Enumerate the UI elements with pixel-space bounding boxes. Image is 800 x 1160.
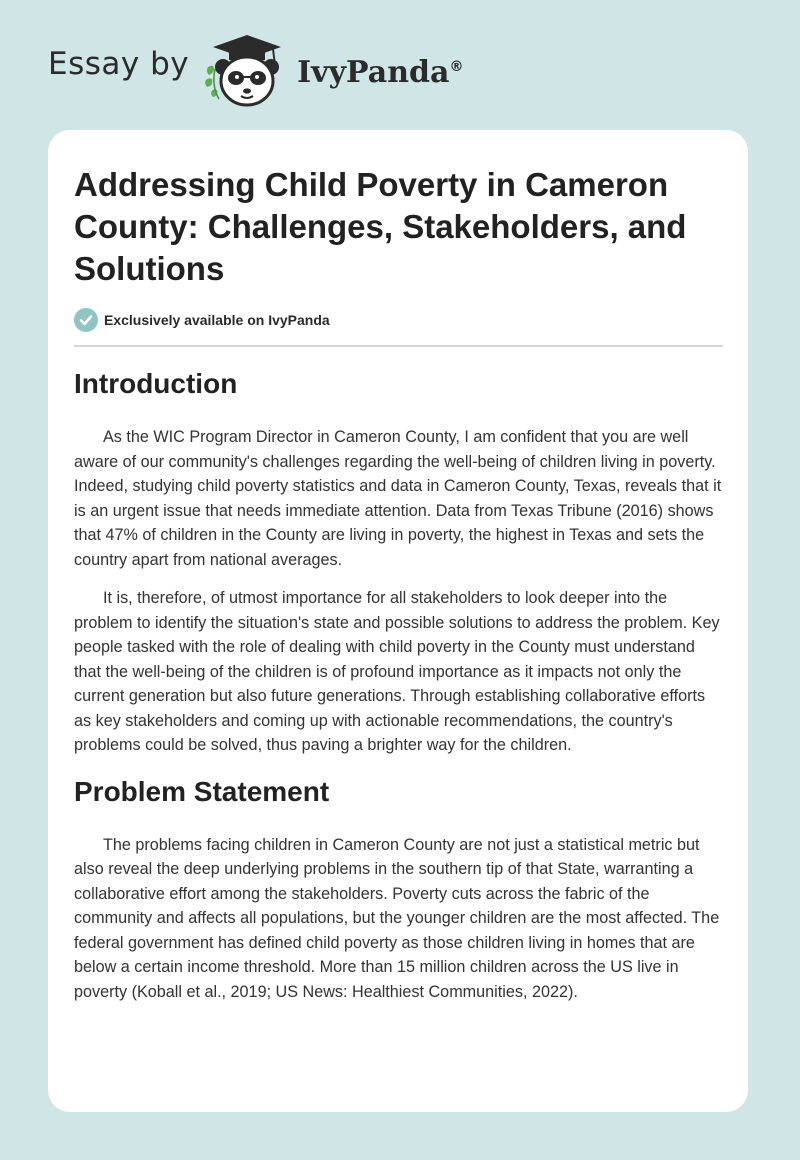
check-circle-icon xyxy=(74,308,98,332)
section-heading-introduction: Introduction xyxy=(74,368,238,399)
title-divider xyxy=(74,345,723,347)
brand-name-text: IvyPanda xyxy=(297,54,450,90)
paragraph: As the WIC Program Director in Cameron County, I am confident that you are well aware of our community's challenges regarding the well-being of children living in poverty. Indeed, studying child poverty statistics and data in Cameron County, Texas, reveals that it is an urgent issue that needs immediate attention. Data from Texas Tribune (2016) shows that 47% of children in the County are living in poverty, the highest in Texas and sets the country apart from national averages. xyxy=(74,428,722,569)
document-content xyxy=(74,164,724,1018)
exclusive-badge xyxy=(74,308,724,332)
paragraph: It is, therefore, of utmost importance for all stakeholders to look deeper into the problem to identify the situation's state and possible solutions to address the problem. Key people tasked with the role of dealing with child poverty in the County must understand that the well-being of the children is of profound importance as it impacts not only the current generation but also future generations. Through establishing collaborative efforts as key stakeholders and coming up with actionable recommendations, the country's problems could be solved, thus paving a brighter way for the children. xyxy=(74,589,720,754)
page-title: Addressing Child Poverty in Cameron County: Challenges, Stakeholders, and Solutions xyxy=(74,166,687,287)
brand-header xyxy=(48,30,463,110)
exclusive-badge-text: Exclusively available on IvyPanda xyxy=(104,312,330,328)
section-heading-problem-statement: Problem Statement xyxy=(74,775,330,807)
document-card xyxy=(48,130,748,1112)
panda-logo-icon xyxy=(203,31,291,109)
brand-name xyxy=(297,55,463,90)
brand-prefix: Essay by xyxy=(48,46,190,82)
registered-mark: ® xyxy=(449,58,464,75)
paragraph: The problems facing children in Cameron County are not just a statistical metric but also reveal the deep underlying problems in the southern tip of that State, warranting a collaborative effort among the stakeholders. Poverty cuts across the fabric of the community and affects all populations, but the younger children are the most affected. The federal government has defined child poverty as those children living in homes that are below a certain income threshold. More than 15 million children across the US live in poverty (Koball et al., 2019; US News: Healthiest Communities, 2022). xyxy=(74,835,720,1001)
